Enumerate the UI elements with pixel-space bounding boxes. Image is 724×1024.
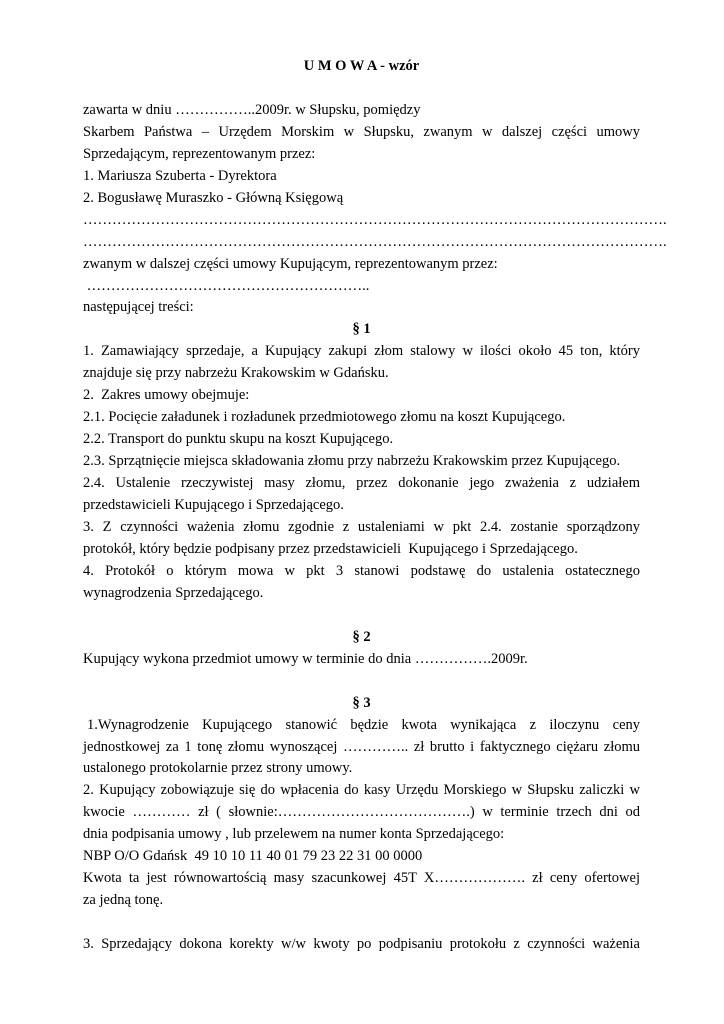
content-intro-line: następującej treści:	[83, 299, 194, 316]
contract-date-line: zawarta w dniu ……………..2009r. w Słupsku, pomiędzy	[83, 101, 421, 118]
scope-item-2-3: 2.3. Sprzątnięcie miejsca składowania złomu przy nabrzeżu Krakowskim przez Kupującego.	[83, 453, 621, 470]
section-1-heading: § 1	[352, 321, 371, 338]
seller-representative-line: 1. Mariusza Szuberta - Dyrektora	[83, 167, 277, 184]
bank-account-line: NBP O/O Gdańsk 49 10 10 11 40 01 79 23 22 31 00 0000	[83, 848, 423, 865]
contract-title: U M O W A - wzór	[303, 58, 420, 74]
weighing-protocol-line: 3. Z czynności ważenia złomu zgodnie z ustaleniami w pkt 2.4. zostanie sporządzony	[83, 519, 640, 535]
scope-item-2-1: 2.1. Pocięcie załadunek i rozładunek przedmiotowego złomu na koszt Kupującego.	[83, 409, 566, 426]
remuneration-line: 1.Wynagrodzenie Kupującego stanowić będzie kwota wynikająca z iloczynu ceny	[87, 716, 640, 733]
estimated-amount-line: za jedną tonę.	[83, 892, 164, 909]
final-remuneration-line: 4. Protokół o którym mowa w pkt 3 stanowi podstawę do ustalenia ostatecznego	[83, 562, 640, 579]
scope-heading-line: 2. Zakres umowy obejmuje:	[83, 387, 250, 404]
final-remuneration-line: wynagrodzenia Sprzedającego.	[83, 584, 264, 601]
seller-party-line: Sprzedającym, reprezentowanym przez:	[83, 145, 316, 162]
section-2-heading: § 2	[352, 628, 371, 645]
advance-payment-line: kwocie ………… zł ( słownie:………………………………….) w terminie trzech dni od	[83, 804, 640, 821]
buyer-name-blank-line: ………………………………………………………………………………………………………….	[83, 233, 667, 250]
weighing-protocol-line: protokół, który będzie podpisany przez przedstawicieli Kupującego i Sprzedającego.	[83, 540, 578, 557]
sale-subject-line: znajduje się przy nabrzeżu Krakowskim w Gdańsku.	[83, 365, 389, 382]
advance-payment-line: dnia podpisania umowy , lub przelewem na numer konta Sprzedającego:	[83, 826, 505, 843]
seller-representative-line: 2. Bogusławę Muraszko - Główną Księgową	[83, 189, 344, 206]
scope-item-2-4-line: przedstawicieli Kupującego i Sprzedającego.	[83, 497, 344, 514]
remuneration-line: jednostkowej za 1 tonę złomu wynoszącej ………….. zł brutto i faktycznego ciężaru złomu	[83, 738, 640, 755]
contract-text	[83, 56, 667, 956]
scope-item-2-4-line: 2.4. Ustalenie rzeczywistej masy złomu, przez dokonanie jego zważenia z udziałem	[83, 475, 640, 492]
estimated-amount-line: Kwota ta jest równowartością masy szacunkowej 45T X………………. zł ceny ofertowej	[83, 870, 640, 887]
buyer-name-blank-line: ………………………………………………………………………………………………………….	[83, 211, 667, 228]
advance-payment-line: 2. Kupujący zobowiązuje się do wpłacenia do kasy Urzędu Morskiego w Słupsku zaliczki w	[83, 782, 640, 799]
buyer-party-line: zwanym w dalszej części umowy Kupującym, reprezentowanym przez:	[83, 255, 498, 272]
sale-subject-line: 1. Zamawiający sprzedaje, a Kupujący zakupi złom stalowy w ilości około 45 ton, który	[83, 343, 640, 360]
seller-party-line: Skarbem Państwa – Urzędem Morskim w Słupsku, zwanym w dalszej części umowy	[83, 123, 640, 140]
scope-item-2-2: 2.2. Transport do punktu skupu na koszt Kupującego.	[83, 431, 394, 448]
deadline-line: Kupujący wykona przedmiot umowy w terminie do dnia …………….2009r.	[83, 650, 528, 667]
correction-line: 3. Sprzedający dokona korekty w/w kwoty po podpisaniu protokołu z czynności ważenia	[83, 936, 640, 953]
section-3-heading: § 3	[352, 694, 371, 711]
buyer-representative-blank-line: …………………………………………………..	[83, 277, 370, 294]
remuneration-line: ustalonego protokolarnie przez strony umowy.	[83, 760, 353, 777]
